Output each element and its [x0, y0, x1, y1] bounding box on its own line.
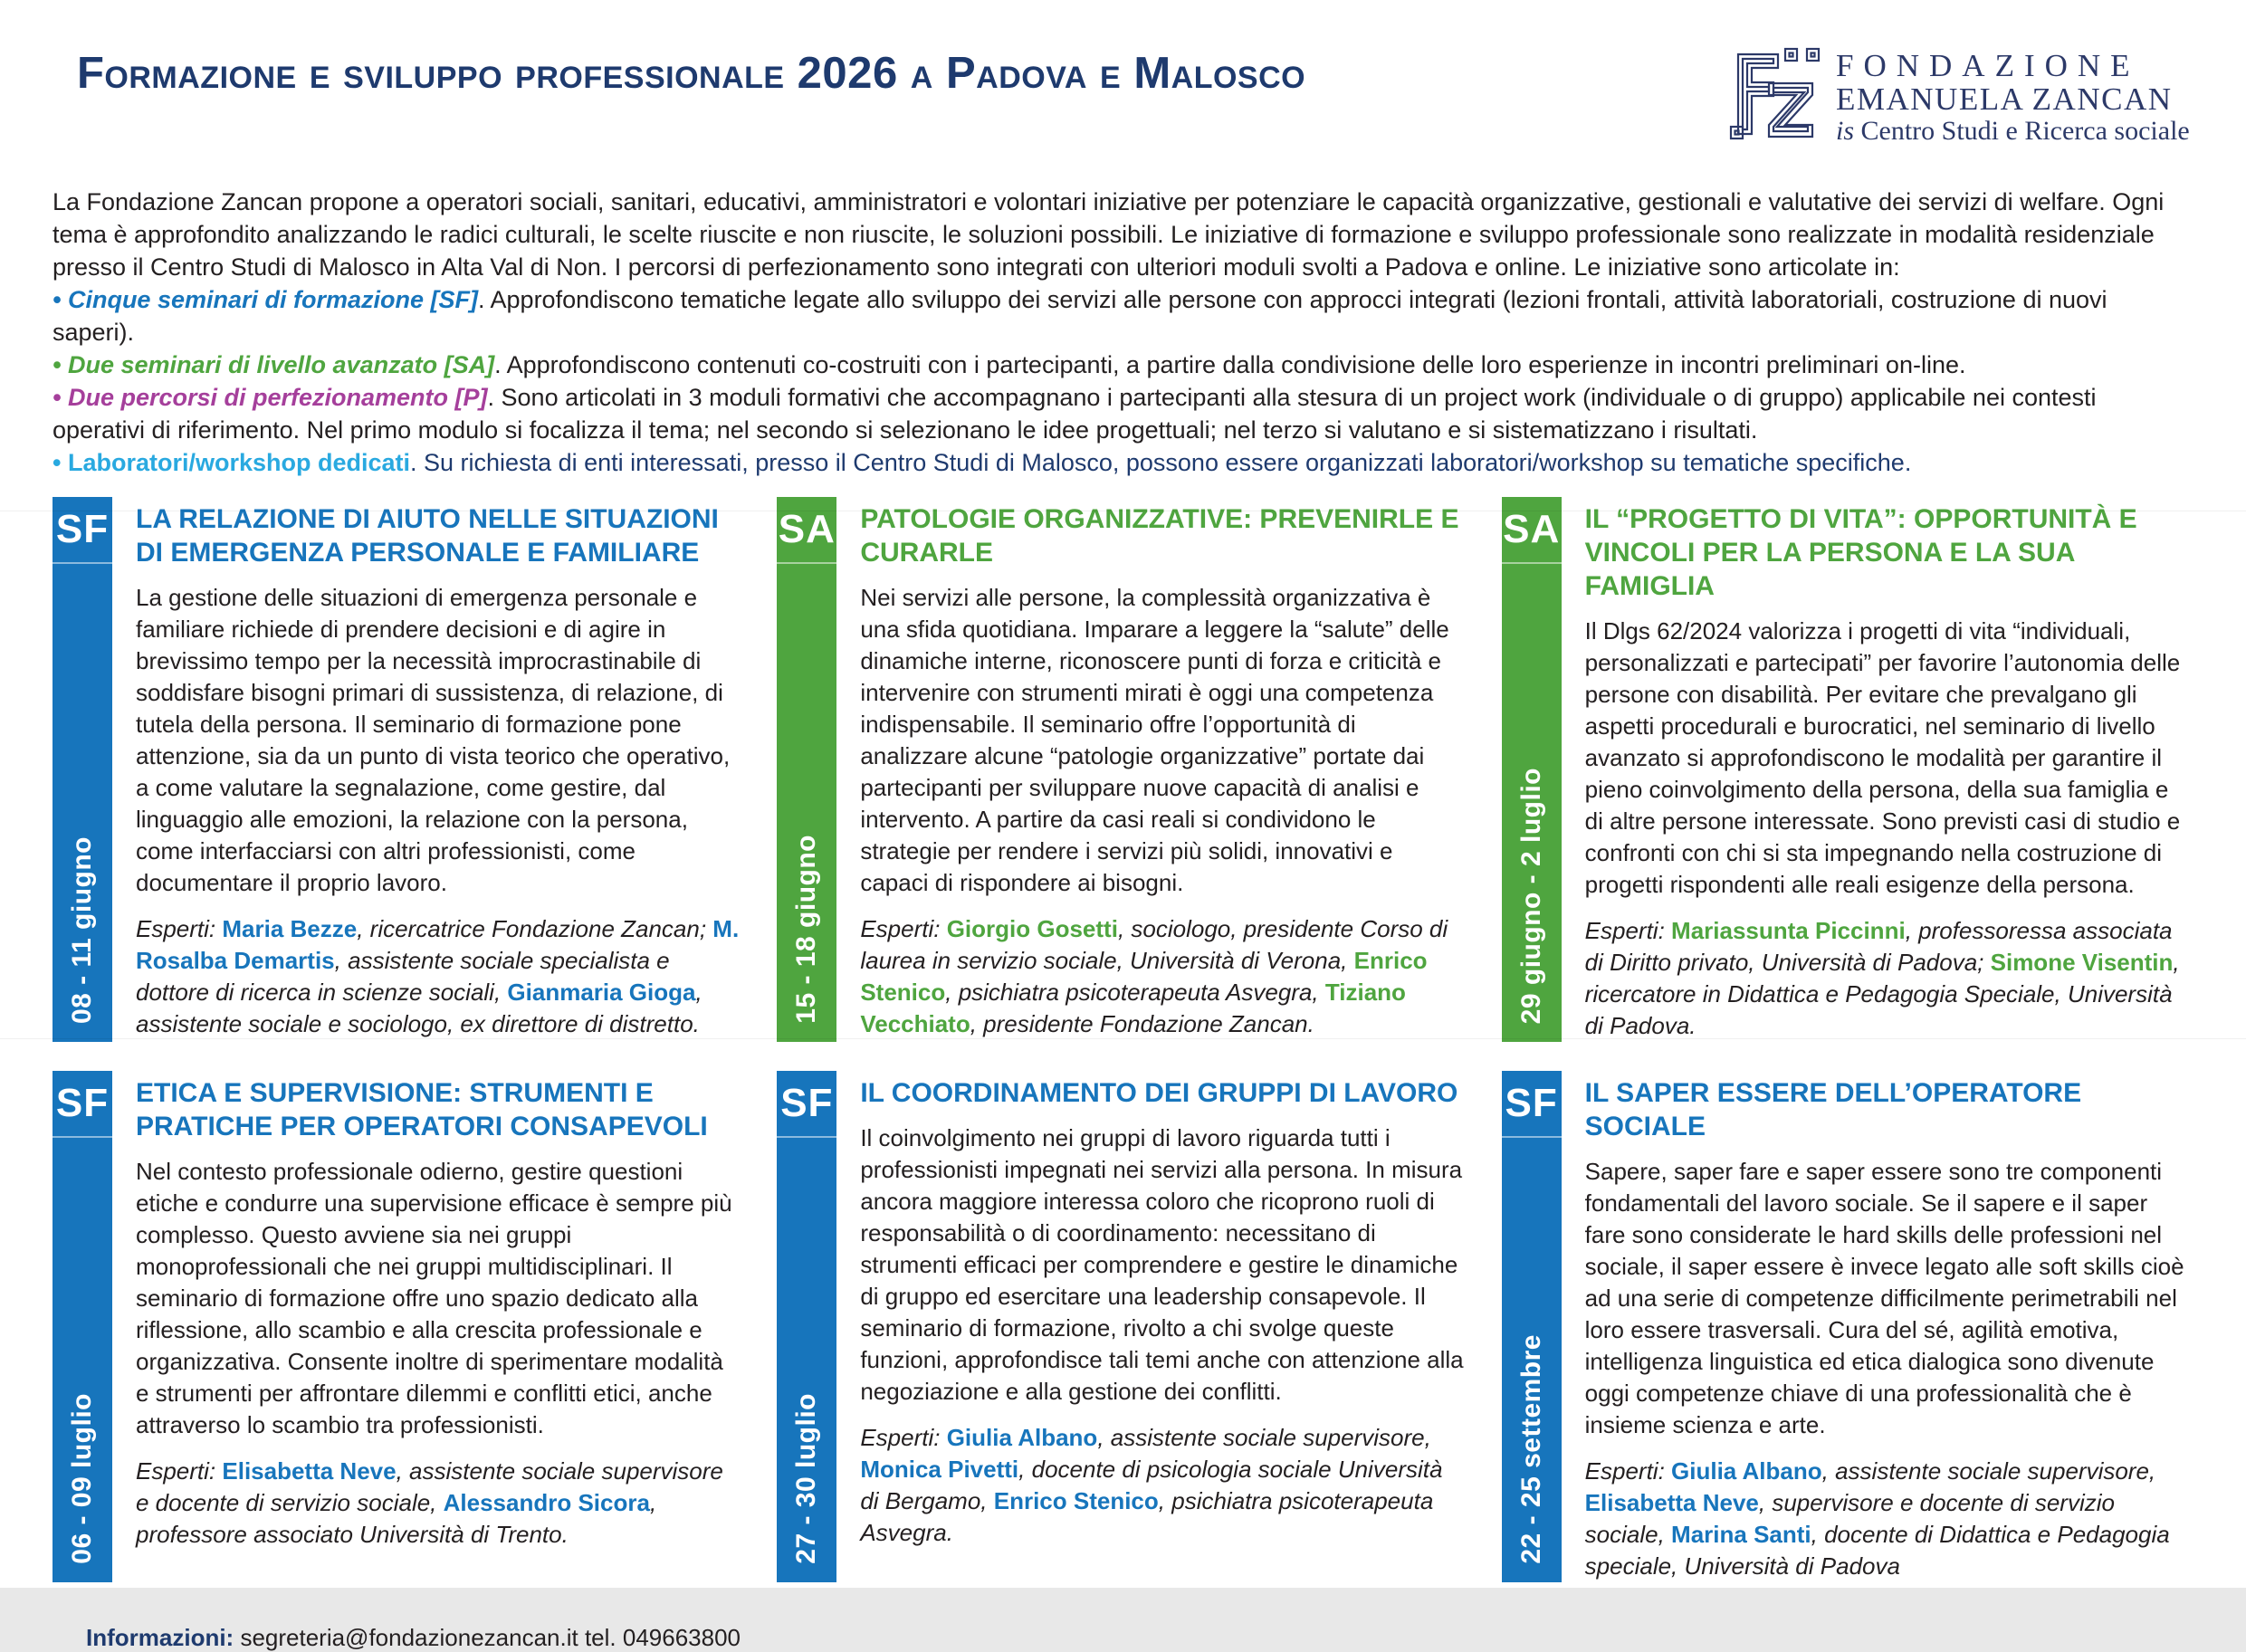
logo-line1: FONDAZIONE — [1836, 48, 2140, 83]
experts-label: Esperti: — [860, 915, 947, 942]
card-badge: SF — [55, 1081, 110, 1125]
card-title: IL COORDINAMENTO DEI GRUPPI DI LAVORO — [860, 1078, 1458, 1108]
card-datebar — [1502, 1138, 1562, 1582]
fz-logo-graphic — [1725, 40, 2219, 150]
card-datebar — [53, 1138, 112, 1582]
expert-role: , psichiatra psicoterapeuta Asvegra, — [945, 979, 1325, 1006]
expert-name: Giorgio Gosetti — [946, 915, 1118, 942]
card-patologie-organizzative — [777, 497, 1470, 1042]
card-content — [836, 1071, 1470, 1582]
card-etica-supervisione — [53, 1071, 746, 1582]
bullet-list — [53, 283, 2195, 479]
expert-name: Enrico Stenico — [993, 1487, 1159, 1514]
expert-role: , assistente sociale supervisore, — [1821, 1457, 2156, 1485]
expert-role: , professoressa associata di Diritto privato, Università di Padova; — [1584, 917, 2173, 976]
expert-name: Simone Visentin — [1990, 949, 2174, 976]
expert-role: , presidente Fondazione Zancan. — [970, 1010, 1314, 1037]
card-datebar — [777, 564, 836, 1042]
card-date: 08 - 11 giugno — [67, 836, 97, 1024]
card-date: 27 - 30 luglio — [791, 1393, 822, 1564]
bullet-seminari-formazione — [53, 283, 2195, 349]
card-sidebar — [1502, 497, 1562, 1042]
card-body: La gestione delle situazioni di emergenza personale e familiare richiede di prendere decisioni e di agire in brevissimo tempo per la necessità improcrastinabile di soddisfare bisogni primari di sussistenza, di relazione, di tutela della persona. Il seminario di formazione pone attenzione, sia da un punto di vista teorico che operativo, a come valutare la segnalazione, come gestire, dal linguaggio alle emozioni, la relazione con la persona, come interfacciarsi con altri professionisti, come documentare il proprio lavoro. — [136, 584, 731, 896]
card-coordinamento-gruppi — [777, 1071, 1470, 1582]
card-content — [1562, 497, 2195, 1042]
card-experts — [1585, 915, 2190, 1042]
card-body: Sapere, saper fare e saper essere sono tre componenti fondamentali del lavoro sociale. Se il sapere e il saper fare sono considerate le hard skills delle professioni nel sociale, il saper essere è invece legato alle soft skills cioè ad una serie di competenze difficilmente perimetrabili nel loro essere trasversali. Cura del sé, agilità emotiva, intelligenza linguistica ed etica dialogica sono divenute oggi competenze chiave di una professionalità che è insieme scienza e arte. — [1584, 1158, 2184, 1438]
experts-label: Esperti: — [136, 915, 223, 942]
expert-role: , ricercatore in Didattica e Pedagogia Speciale, Università di Padova. — [1584, 949, 2180, 1039]
fold-crease-bottom — [0, 1038, 2246, 1039]
expert-name: Elisabetta Neve — [1584, 1489, 1759, 1516]
fz-logo-mark — [1731, 49, 1819, 138]
footer-info — [86, 1624, 2246, 1652]
expert-name: Gianmaria Gioga — [507, 979, 696, 1006]
expert-name: Maria Bezze — [222, 915, 358, 942]
footer-contact: segreteria@fondazionezancan.it tel. 049663800 — [234, 1624, 741, 1651]
expert-name: Alessandro Sicora — [443, 1489, 650, 1516]
card-date: 22 - 25 settembre — [1515, 1334, 1546, 1564]
card-sidebar — [53, 1071, 112, 1582]
card-sidebar — [1502, 1071, 1562, 1582]
bullet-laboratori-workshop — [53, 446, 2195, 479]
card-badge: SF — [780, 1081, 834, 1125]
expert-role: , docente di psicologia sociale Università di Bergamo, — [860, 1456, 1443, 1514]
card-title: ETICA E SUPERVISIONE: STRUMENTI E PRATICHE PER OPERATORI CONSAPEVOLI — [136, 1078, 708, 1141]
expert-name: Elisabetta Neve — [222, 1457, 397, 1485]
card-title: IL SAPER ESSERE DELL’OPERATORE SOCIALE — [1584, 1078, 2082, 1141]
card-datebar — [1502, 564, 1562, 1042]
expert-role: , sociologo, presidente Corso di laurea in servizio sociale, Università di Verona, — [860, 915, 1448, 974]
logo-line2: EMANUELA ZANCAN — [1836, 81, 2173, 117]
expert-name: Mariassunta Piccinni — [1671, 917, 1906, 944]
card-saper-essere — [1502, 1071, 2195, 1582]
expert-name: Giulia Albano — [946, 1424, 1098, 1451]
expert-name: Tiziano Vecchiato — [860, 979, 1406, 1037]
card-experts — [860, 1422, 1465, 1549]
logo-line3: is Centro Studi e Ricerca sociale — [1836, 116, 2190, 146]
card-progetto-di-vita — [1502, 497, 2195, 1042]
expert-role: , docente di Didattica e Pedagogia speciale, Università di Padova — [1584, 1521, 2170, 1580]
card-sidebar — [777, 1071, 836, 1582]
expert-role: , supervisore e docente di servizio sociale, — [1584, 1489, 2115, 1548]
expert-role: , assistente sociale supervisore, — [1097, 1424, 1431, 1451]
card-content — [836, 497, 1470, 1042]
intro-paragraph: La Fondazione Zancan propone a operatori sociali, sanitari, educativi, amministratori e volontari iniziative per potenziare le capacità organizzative, gestionali e valutative dei servizi di welfare. Ogni tema è approfondito analizzando le radici culturali, le scelte riuscite e non riuscite, le soluzioni possibili. Le iniziative di formazione e sviluppo professionale sono realizzate in modalità residenziale presso il Centro Studi di Malosco in Alta Val di Non. I percorsi di perfezionamento sono integrati con ulteriori moduli svolti a Padova e online. Le iniziative sono articolate in: — [53, 188, 2165, 281]
bullet-lead: • Cinque seminari di formazione [SF] — [53, 286, 479, 313]
card-title: LA RELAZIONE DI AIUTO NELLE SITUAZIONI DI EMERGENZA PERSONALE E FAMILIARE — [136, 504, 719, 568]
experts-label: Esperti: — [860, 1424, 947, 1451]
bullet-lead: • Laboratori/workshop dedicati — [53, 449, 411, 476]
card-badge: SF — [1505, 1081, 1558, 1125]
footer-label: Informazioni: — [86, 1624, 234, 1651]
expert-name: Enrico Stenico — [860, 947, 1428, 1006]
fondazione-zancan-logo — [1725, 40, 2219, 155]
bullet-lead: • Due percorsi di perfezionamento [P] — [53, 384, 488, 411]
card-body: Il coinvolgimento nei gruppi di lavoro riguarda tutti i professionisti impegnati nei servizi alla persona. In misura ancora maggiore interessa coloro che ricoprono ruoli di responsabilità o di coordinamento: necessitano di strumenti efficaci per comprendere e gestire le dinamiche di gruppo ed esercitare una leadership consapevole. Il seminario di formazione, rivolto a chi svolge queste funzioni, approfondisce tali temi anche con attenzione alla negoziazione e alla gestione dei conflitti. — [860, 1124, 1464, 1405]
expert-role: , assistente sociale e sociologo, ex direttore di distretto. — [136, 979, 702, 1037]
bullet-rest: . Su richiesta di enti interessati, presso il Centro Studi di Malosco, possono essere organizzati laboratori/workshop su tematiche specifiche. — [410, 449, 1912, 476]
card-datebar — [53, 564, 112, 1042]
card-experts — [136, 1456, 741, 1551]
card-experts — [860, 913, 1465, 1040]
expert-name: Monica Pivetti — [860, 1456, 1019, 1483]
expert-role: , professore associato Università di Trento. — [136, 1489, 657, 1548]
seminar-cards-grid — [53, 497, 2195, 1582]
expert-role: , psichiatra psicoterapeuta Asvegra. — [860, 1487, 1434, 1546]
card-experts — [1585, 1456, 2190, 1582]
expert-name: Marina Santi — [1671, 1521, 1811, 1548]
page-title: Formazione e sviluppo professionale 2026 a Padova e Malosco — [77, 49, 1306, 98]
intro-section — [53, 186, 2195, 479]
card-badge: SA — [778, 507, 836, 551]
card-badge: SF — [55, 507, 110, 551]
expert-role: , ricercatrice Fondazione Zancan; — [357, 915, 713, 942]
card-badge: SA — [1503, 507, 1561, 551]
bullet-rest: . Sono articolati in 3 moduli formativi che accompagnano i partecipanti alla stesura di un project work (individuale o di gruppo) applicabile nei contesti operativi di riferimento. Nel primo modulo si focalizza il tema; nel secondo si selezionano le idee progettuali; nel terzo si valutano e si sistematizzano i risultati. — [53, 384, 2097, 444]
card-sidebar — [53, 497, 112, 1042]
bullet-seminari-avanzato — [53, 349, 2195, 381]
header — [0, 0, 2246, 155]
card-date: 29 giugno - 2 luglio — [1515, 767, 1546, 1024]
card-date: 06 - 09 luglio — [67, 1393, 97, 1564]
card-experts — [136, 913, 741, 1040]
experts-label: Esperti: — [136, 1457, 223, 1485]
bullet-rest: . Approfondiscono contenuti co-costruiti con i partecipanti, a partire dalla condivisione delle loro esperienze in incontri preliminari on-line. — [494, 351, 1966, 378]
expert-name: Giulia Albano — [1671, 1457, 1822, 1485]
card-content — [1562, 1071, 2195, 1582]
card-sidebar — [777, 497, 836, 1042]
card-body: Nei servizi alle persone, la complessità organizzativa è una sfida quotidiana. Imparare a leggere la “salute” delle dinamiche interne, riconoscere punti di forza e criticità e intervenire con strumenti mirati è oggi una competenza indispensabile. Il seminario offre l’opportunità di analizzare alcune “patologie organizzative” portate dai partecipanti per sviluppare nuove capacità di analisi e intervento. A partire da casi reali si condividono le strategie per rendere i servizi più solidi, innovativi e capaci di rispondere ai bisogni. — [860, 584, 1449, 896]
experts-label: Esperti: — [1584, 1457, 1672, 1485]
card-content — [112, 1071, 746, 1582]
bullet-lead: • Due seminari di livello avanzato [SA] — [53, 351, 495, 378]
card-date: 15 - 18 giugno — [791, 835, 822, 1024]
expert-role: , assistente sociale specialista e dottore di ricerca in scienze sociali, — [136, 947, 670, 1006]
card-title: PATOLOGIE ORGANIZZATIVE: PREVENIRLE E CURARLE — [860, 504, 1459, 568]
bullet-percorsi-perfezionamento — [53, 381, 2195, 446]
card-title: IL “PROGETTO DI VITA”: OPPORTUNITÀ E VINCOLI PER LA PERSONA E LA SUA FAMIGLIA — [1584, 504, 2137, 601]
bullet-rest: . Approfondiscono tematiche legate allo sviluppo dei servizi alle persone con approcci integrati (lezioni frontali, attività laboratoriali, costruzione di nuovi saperi). — [53, 286, 2107, 346]
card-content — [112, 497, 746, 1042]
expert-name: M. Rosalba Demartis — [136, 915, 740, 974]
card-body: Il Dlgs 62/2024 valorizza i progetti di vita “individuali, personalizzati e partecipati” per favorire l’autonomia delle persone con disabilità. Per evitare che prevalgano gli aspetti procedurali e burocratici, nel seminario di livello avanzato si approfondiscono le modalità per garantire il pieno coinvolgimento della persona, della sua famiglia e di altre persone interessate. Sono previsti casi di studio e confronti con chi si sta impegnando nella costruzione di progetti rispondenti alle reali esigenze della persona. — [1584, 617, 2181, 898]
card-relazione-aiuto — [53, 497, 746, 1042]
card-body: Nel contesto professionale odierno, gestire questioni etiche e condurre una supervisione efficace è sempre più complesso. Questo avviene sia nei gruppi monoprofessionali che nei gruppi multidisciplinari. Il seminario di formazione offre uno spazio dedicato alla riflessione, allo scambio e alla crescita professionale e organizzativa. Consente inoltre di sperimentare modalità e strumenti per affrontare dilemmi e conflitti etici, anche attraverso lo scambio tra professionisti. — [136, 1158, 732, 1438]
expert-role: , assistente sociale supervisore e docente di servizio sociale, — [136, 1457, 723, 1516]
card-datebar — [777, 1138, 836, 1582]
experts-label: Esperti: — [1584, 917, 1672, 944]
